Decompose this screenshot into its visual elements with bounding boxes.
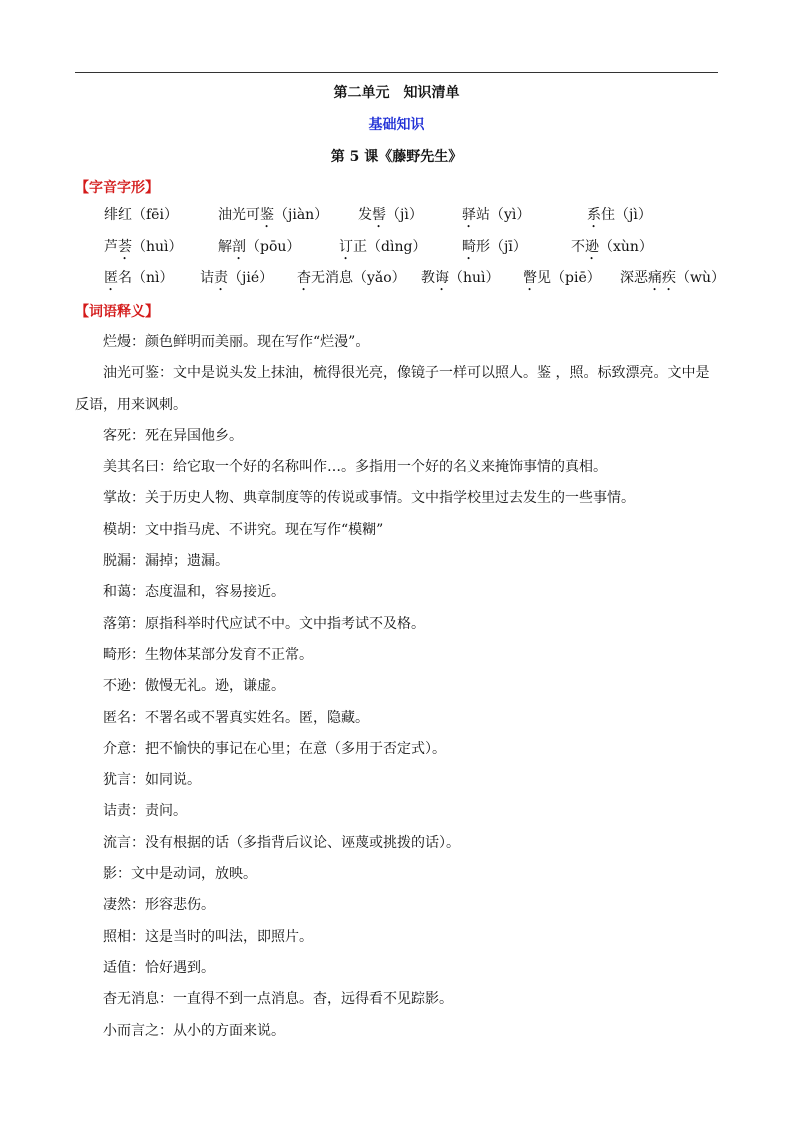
dotted-character: 诲 (435, 270, 449, 286)
definition-item: 杳无消息：一直得不到一点消息。杳，远得看不见踪影。 (103, 991, 453, 1008)
definition-item: 适值：恰好遇到。 (103, 959, 215, 976)
word-suffix-pinyin: （xùn） (599, 239, 653, 255)
definition-item: 模胡：文中指马虎、不讲究。现在写作“模糊” (103, 521, 384, 538)
dotted-character: 系 (587, 207, 601, 223)
word-suffix-pinyin: 名（nì） (118, 270, 174, 286)
word-prefix: 解 (218, 239, 232, 255)
word-suffix-pinyin: （jiàn） (274, 207, 329, 223)
dotted-character: 髻 (372, 207, 386, 223)
definition-item: 小而言之：从小的方面来说。 (103, 1022, 285, 1039)
pronunciation-item (200, 267, 273, 294)
definition-item: 不逊：傲慢无礼。逊，谦虚。 (103, 678, 285, 695)
dotted-character: 匿 (104, 270, 118, 286)
definition-item: 烂熳：颜色鲜明而美丽。现在写作“烂漫”。 (103, 334, 370, 350)
pronunciation-item (297, 267, 406, 294)
definition-item: 流言：没有根据的话（多指背后议论、诬蔑或挑拨的话）。 (103, 834, 460, 851)
dotted-character: 逊 (585, 239, 599, 255)
pronunciation-row (0, 267, 793, 289)
definition-item: 美其名曰：给它取一个好的名称叫作…。多指用一个好的名义来掩饰事情的真相。 (103, 459, 607, 476)
word-prefix: 教 (421, 270, 435, 286)
dotted-character: 鉴 (260, 207, 274, 223)
pronunciation-item (104, 204, 178, 224)
definition-item: 照相：这是当时的叫法，即照片。 (103, 928, 313, 945)
pronunciation-item (218, 236, 300, 263)
definition-item: 和蔼：态度温和，容易接近。 (103, 584, 285, 601)
word-prefix: 芦 (104, 239, 118, 255)
pronunciation-item (571, 236, 653, 263)
definition-item: 落第：原指科举时代应试不中。文中指考试不及格。 (103, 615, 425, 632)
word-prefix: 发 (358, 207, 372, 223)
word-suffix-pinyin: 住（jì） (601, 207, 652, 223)
pronunciation-item (358, 204, 423, 231)
word-suffix-pinyin: 站（yì） (476, 207, 531, 223)
dotted-character: 订 (339, 239, 353, 255)
pronunciation-item (523, 267, 601, 294)
word-prefix: 深恶 (620, 270, 648, 286)
dotted-character: 驿 (462, 207, 476, 223)
word-suffix-pinyin: 无消息（yǎo） (311, 270, 406, 286)
word-prefix: 绯红（fēi） (104, 207, 178, 223)
dotted-character: 荟 (118, 239, 132, 255)
pronunciation-item (462, 236, 527, 263)
word-suffix-pinyin: 见（piē） (537, 270, 601, 286)
pronunciation-item (421, 267, 500, 294)
pronunciation-item (620, 267, 725, 294)
word-suffix-pinyin: （pōu） (246, 239, 301, 255)
dotted-character: 瞥 (523, 270, 537, 286)
definition-item: 介意：把不愉快的事记在心里；在意（多用于否定式）。 (103, 740, 446, 757)
word-suffix-pinyin: 正（dìng） (353, 239, 427, 255)
pronunciation-item (218, 204, 328, 231)
word-prefix: 油光可 (218, 207, 260, 223)
dotted-character: 畸 (462, 239, 476, 255)
word-prefix: 不 (571, 239, 585, 255)
word-suffix-pinyin: （jié） (228, 270, 274, 286)
word-suffix-pinyin: （huì） (132, 239, 183, 255)
definition-item: 凄然：形容悲伤。 (103, 897, 215, 914)
definition-item: 诘责：责问。 (103, 803, 187, 820)
definition-item: 油光可鉴：文中是说头发上抹油，梳得很光亮，像镜子一样可以照人。鉴 ，照。标致漂亮。文中是反语，用来讽刺。 (75, 365, 710, 413)
pronunciation-item (104, 236, 183, 263)
unit-title: 第二单元 知识清单 (333, 85, 460, 101)
pronunciation-item (339, 236, 426, 263)
definition-item: 影：文中是动词，放映。 (103, 866, 257, 883)
lesson-title: 第 5 课《藤野先生》 (330, 149, 463, 165)
dotted-character: 杳 (297, 270, 311, 286)
word-suffix-pinyin: （wù） (676, 270, 725, 286)
section-heading-vocab: 【词语释义】 (75, 304, 159, 320)
word-suffix-pinyin: （huì） (449, 270, 500, 286)
pronunciation-item (462, 204, 530, 231)
header-rule (75, 72, 718, 73)
definition-item: 畸形：生物体某部分发育不正常。 (103, 646, 313, 663)
definition-item: 客死：死在异国他乡。 (103, 427, 243, 444)
pronunciation-row (0, 236, 793, 258)
definition-item: 脱漏：漏掉；遗漏。 (103, 553, 229, 570)
word-suffix-pinyin: （jì） (386, 207, 423, 223)
dotted-character: 剖 (232, 239, 246, 255)
dotted-character: 责 (214, 270, 228, 286)
dotted-character: 痛疾 (648, 270, 676, 286)
pronunciation-item (104, 267, 174, 294)
word-suffix-pinyin: 形（jī） (476, 239, 527, 255)
definition-item: 犹言：如同说。 (103, 772, 201, 789)
definition-list (75, 327, 720, 1047)
subtitle: 基础知识 (368, 117, 425, 133)
definition-item: 匿名：不署名或不署真实姓名。匿，隐藏。 (103, 709, 369, 726)
pronunciation-row (0, 204, 793, 226)
definition-item: 掌故：关于历史人物、典章制度等的传说或事情。文中指学校里过去发生的一些事情。 (103, 490, 635, 507)
word-prefix: 诘 (200, 270, 214, 286)
section-heading-pronunciation: 【字音字形】 (75, 180, 159, 196)
pronunciation-item (587, 204, 652, 231)
